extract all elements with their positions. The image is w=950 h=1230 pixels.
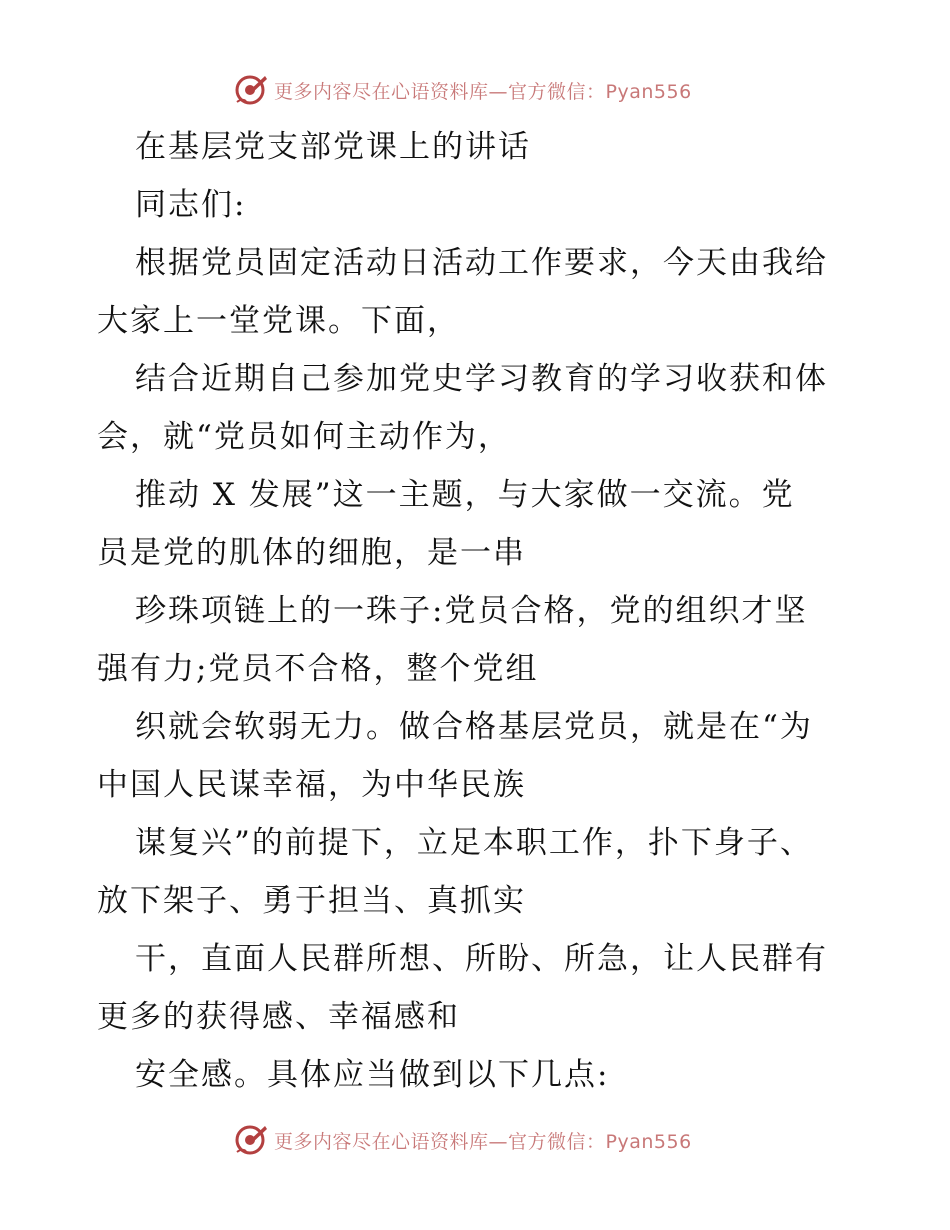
- watermark-text: 更多内容尽在心语资料库—官方微信：Pyan556: [274, 80, 692, 103]
- watermark-header: [232, 70, 752, 110]
- text-line: 员是党的肌体的细胞，是一串: [97, 535, 526, 571]
- document-body: [97, 118, 867, 1104]
- text-line: 中国人民谋幸福，为中华民族: [97, 767, 526, 803]
- watermark-text: 更多内容尽在心语资料库—官方微信：Pyan556: [274, 1130, 692, 1153]
- watermark-footer: [232, 1120, 752, 1160]
- text-line: 织就会软弱无力。做合格基层党员，就是在“为: [135, 709, 813, 745]
- text-line: 更多的获得感、幸福感和: [97, 999, 460, 1035]
- text-line: 根据党员固定活动日活动工作要求，今天由我给: [135, 245, 828, 281]
- text-line: 干，直面人民群所想、所盼、所急，让人民群有: [135, 941, 828, 977]
- text-line: 珍珠项链上的一珠子:党员合格，党的组织才坚: [135, 593, 808, 629]
- document-title: 在基层党支部党课上的讲话: [135, 129, 531, 165]
- text-line: 安全感。具体应当做到以下几点:: [135, 1057, 610, 1093]
- pen-circle-logo-icon: [232, 72, 268, 108]
- salutation: 同志们:: [135, 187, 247, 223]
- text-line: 推动 X 发展”这一主题，与大家做一交流。党: [135, 477, 795, 513]
- pen-circle-logo-icon: [232, 1122, 268, 1158]
- text-line: 结合近期自己参加党史学习教育的学习收获和体: [135, 361, 828, 397]
- text-line: 大家上一堂党课。下面，: [97, 303, 460, 339]
- text-line: 会，就“党员如何主动作为，: [97, 419, 511, 455]
- text-line: 放下架子、勇于担当、真抓实: [97, 883, 526, 919]
- text-line: 谋复兴”的前提下，立足本职工作，扑下身子、: [135, 825, 813, 861]
- text-line: 强有力;党员不合格，整个党组: [97, 651, 539, 687]
